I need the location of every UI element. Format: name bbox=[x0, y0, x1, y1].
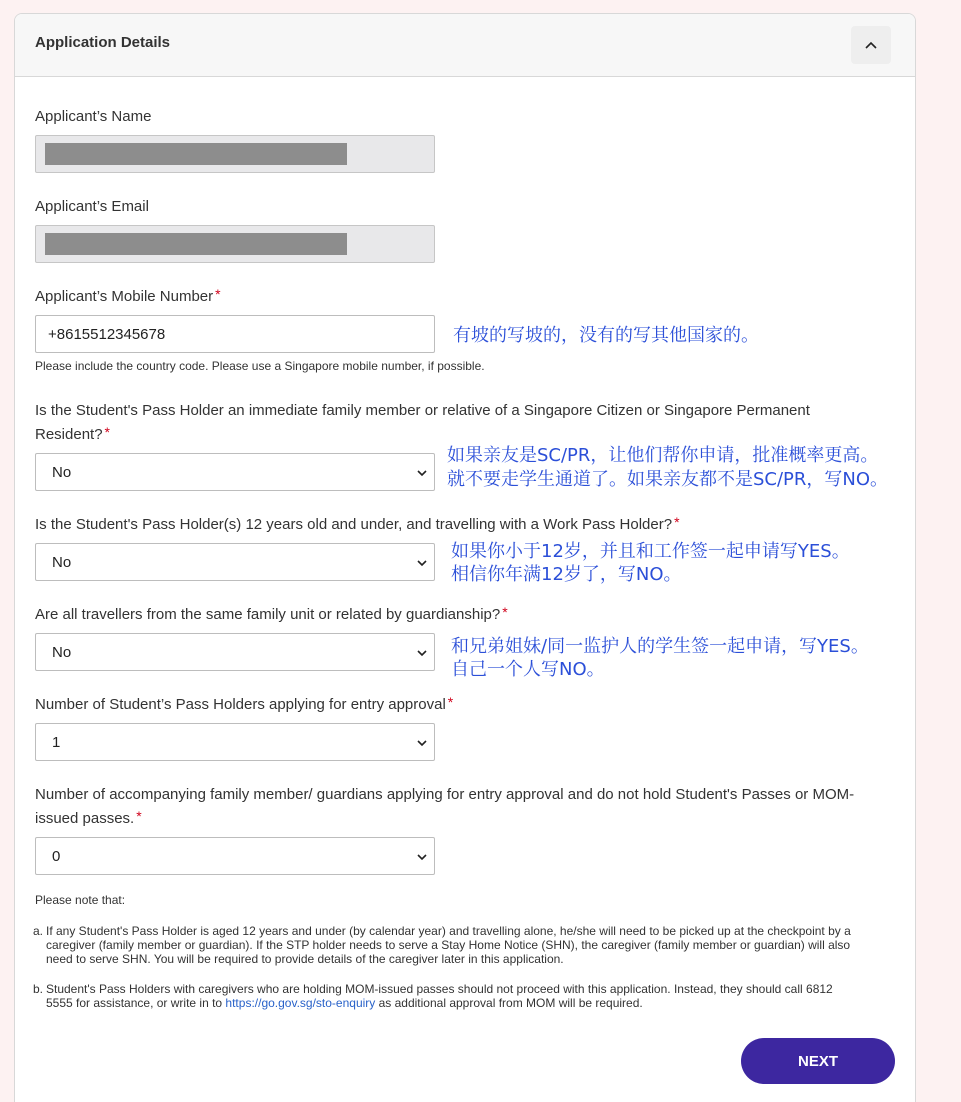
under-12-label-text: Is the Student's Pass Holder(s) 12 years old and under, and travelling with a Work Pass Holder? bbox=[35, 516, 673, 533]
chevron-down-icon bbox=[416, 851, 428, 863]
required-marker: * bbox=[104, 424, 110, 440]
same-family-annotation-2: 自己一个人写NO。 bbox=[451, 659, 605, 680]
redacted-block bbox=[45, 143, 347, 165]
chevron-down-icon bbox=[416, 557, 428, 569]
chevron-down-icon bbox=[416, 467, 428, 479]
required-marker: * bbox=[674, 514, 680, 530]
name-field bbox=[35, 135, 435, 173]
mobile-label-text: Applicant’s Mobile Number bbox=[35, 288, 214, 305]
note-b-line bbox=[46, 996, 833, 1010]
chevron-up-icon bbox=[865, 41, 877, 49]
select-value: No bbox=[52, 463, 72, 481]
collapse-button[interactable] bbox=[851, 26, 891, 64]
select-value: No bbox=[52, 643, 72, 661]
num-holders-label bbox=[35, 693, 453, 717]
panel-header bbox=[15, 14, 915, 77]
num-accompanying-label-2 bbox=[35, 807, 142, 831]
note-b bbox=[33, 982, 895, 1010]
under-12-annotation-2: 相信你年满12岁了，写NO。 bbox=[451, 564, 682, 585]
email-field bbox=[35, 225, 435, 263]
note-b-text bbox=[46, 982, 833, 1010]
note-b-text-post: as additional approval from MOM will be required. bbox=[375, 996, 643, 1010]
note-a-text bbox=[46, 924, 851, 966]
note-a-line: need to serve SHN. You will be required to provide details of the caregiver later in this application. bbox=[46, 952, 564, 966]
select-value: No bbox=[52, 553, 72, 571]
select-value: 1 bbox=[52, 733, 61, 751]
family-sc-pr-annotation-1: 如果亲友是SC/PR，让他们帮你申请，批准概率更高。 bbox=[447, 445, 879, 466]
family-sc-pr-label-2 bbox=[35, 423, 110, 447]
note-a-marker: a. bbox=[33, 924, 44, 938]
num-holders-label-text: Number of Student’s Pass Holders applying for entry approval bbox=[35, 696, 446, 713]
under-12-select[interactable] bbox=[35, 543, 435, 581]
num-accompanying-select[interactable] bbox=[35, 837, 435, 875]
application-details-panel bbox=[14, 13, 916, 1102]
next-button[interactable]: NEXT bbox=[741, 1038, 895, 1084]
panel-title: Application Details bbox=[35, 34, 171, 51]
num-accompanying-label-text: issued passes. bbox=[35, 810, 135, 827]
family-sc-pr-label: Is the Student's Pass Holder an immediate family member or relative of a Singapore Citizen or Singapore Permanent bbox=[35, 402, 810, 419]
required-marker: * bbox=[215, 286, 221, 302]
chevron-down-icon bbox=[416, 737, 428, 749]
name-label: Applicant’s Name bbox=[35, 108, 152, 125]
num-holders-select[interactable] bbox=[35, 723, 435, 761]
redacted-block bbox=[45, 233, 347, 255]
same-family-label-text: Are all travellers from the same family unit or related by guardianship? bbox=[35, 606, 501, 623]
required-marker: * bbox=[136, 808, 142, 824]
mobile-annotation: 有坡的写坡的，没有的写其他国家的。 bbox=[453, 325, 759, 346]
family-sc-pr-annotation-2: 就不要走学生通道了。如果亲友都不是SC/PR，写NO。 bbox=[447, 469, 889, 490]
same-family-annotation-1: 和兄弟姐妹/同一监护人的学生签一起申请，写YES。 bbox=[451, 636, 869, 657]
mobile-input[interactable]: +8615512345678 bbox=[35, 315, 435, 353]
mobile-label bbox=[35, 285, 221, 309]
email-label: Applicant’s Email bbox=[35, 198, 149, 215]
chevron-down-icon bbox=[416, 647, 428, 659]
mobile-hint: Please include the country code. Please use a Singapore mobile number, if possible. bbox=[35, 359, 485, 373]
same-family-select[interactable] bbox=[35, 633, 435, 671]
family-sc-pr-select[interactable] bbox=[35, 453, 435, 491]
under-12-label bbox=[35, 513, 680, 537]
note-a bbox=[33, 924, 895, 966]
family-sc-pr-label-text: Resident? bbox=[35, 426, 103, 443]
same-family-label bbox=[35, 603, 508, 627]
note-a-line: If any Student's Pass Holder is aged 12 years and under (by calendar year) and travelling alone, he/she will need to be picked up at the checkpoint by a bbox=[46, 924, 851, 938]
sto-enquiry-link[interactable]: https://go.gov.sg/sto-enquiry bbox=[225, 996, 376, 1010]
num-accompanying-label: Number of accompanying family member/ guardians applying for entry approval and do not hold Student's Passes or MOM- bbox=[35, 786, 855, 803]
note-a-line: caregiver (family member or guardian). If the STP holder needs to serve a Stay Home Notice (SHN), the caregiver (family member or guardian) will also bbox=[46, 938, 851, 952]
required-marker: * bbox=[447, 694, 454, 710]
notes-intro: Please note that: bbox=[35, 893, 126, 907]
note-b-text-pre: 5555 for assistance, or write in to bbox=[46, 996, 226, 1010]
note-b-marker: b. bbox=[33, 982, 44, 996]
under-12-annotation-1: 如果你小于12岁，并且和工作签一起申请写YES。 bbox=[451, 541, 850, 562]
select-value: 0 bbox=[52, 847, 61, 865]
note-b-line: Student's Pass Holders with caregivers who are holding MOM-issued passes should not proceed with this application. Instead, they should call 6812 bbox=[46, 982, 833, 996]
required-marker: * bbox=[502, 604, 508, 620]
